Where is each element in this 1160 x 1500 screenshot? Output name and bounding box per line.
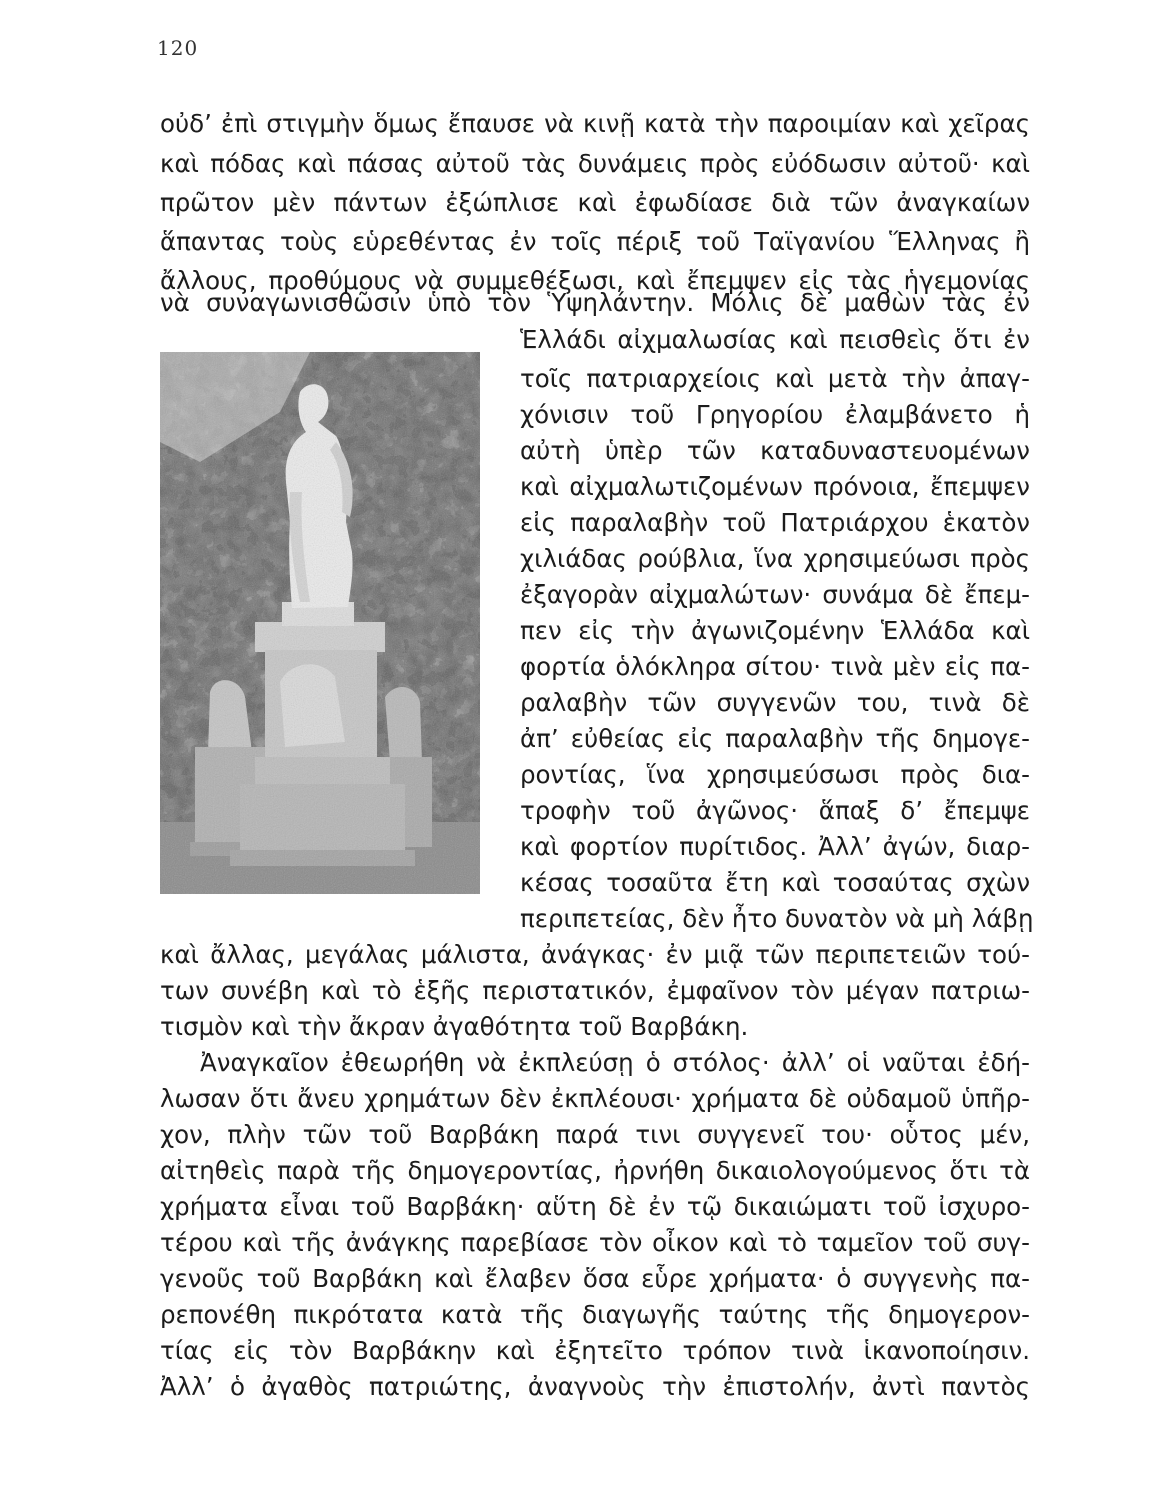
text-line: τίας εἰς τὸν Βαρβάκην καὶ ἐξητεῖτο τρόπον τινὰ ἱκανοποίησιν. xyxy=(160,1336,1030,1365)
text-line: ροντίας, ἵνα χρησιμεύσωσι πρὸς δια- xyxy=(520,760,1030,789)
text-line: φορτία ὁλόκληρα σίτου· τινὰ μὲν εἰς πα- xyxy=(520,652,1030,681)
text-line: λωσαν ὅτι ἄνευ χρημάτων δὲν ἐκπλέουσι· χρήματα δὲ οὐδαμοῦ ὑπῆρ- xyxy=(160,1084,1030,1113)
text-line: τέρου καὶ τῆς ἀνάγκης παρεβίασε τὸν οἶκον καὶ τὸ ταμεῖον τοῦ συγ- xyxy=(160,1228,1030,1257)
text-line: αἰτηθεὶς παρὰ τῆς δημογεροντίας, ἠρνήθη δικαιολογούμενος ὅτι τὰ xyxy=(160,1156,1030,1185)
text-line: Ἀλλ’ ὁ ἀγαθὸς πατριώτης, ἀναγνοὺς τὴν ἐπιστολήν, ἀντὶ παντὸς xyxy=(160,1372,1030,1401)
text-line: ραλαβὴν τῶν συγγενῶν του, τινὰ δὲ xyxy=(520,688,1030,717)
text-line: νὰ συναγωνισθῶσιν ὑπὸ τὸν Ὑψηλάντην. Μόλις δὲ μαθὼν τὰς ἐν xyxy=(160,288,1030,317)
text-line: τροφὴν τοῦ ἀγῶνος· ἅπαξ δ’ ἔπεμψε xyxy=(520,796,1030,825)
text-line: πεν εἰς τὴν ἀγωνιζομένην Ἑλλάδα καὶ xyxy=(520,616,1030,645)
text-line: καὶ πόδας καὶ πάσας αὐτοῦ τὰς δυνάμεις πρὸς εὐόδωσιν αὐτοῦ· καὶ xyxy=(160,149,1030,178)
text-line: κέσας τοσαῦτα ἔτη καὶ τοσαύτας σχὼν xyxy=(520,868,1030,897)
text-line: τοῖς πατριαρχείοις καὶ μετὰ τὴν ἀπαγ- xyxy=(520,364,1030,393)
text-line: περιπετείας, δὲν ἦτο δυνατὸν νὰ μὴ λάβῃ xyxy=(520,904,1034,933)
text-line: ἄλλους, προθύμους νὰ συμμεθέξωσι, καὶ ἔπεμψεν εἰς τὰς ἡγεμονίας xyxy=(160,266,1030,295)
text-line: αὐτὴ ὑπὲρ τῶν καταδυναστευομένων xyxy=(520,436,1030,465)
text-line: καὶ ἄλλας, μεγάλας μάλιστα, ἀνάγκας· ἐν μιᾷ τῶν περιπετειῶν τού- xyxy=(160,940,1030,969)
text-line: Ἀναγκαῖον ἐθεωρήθη νὰ ἐκπλεύσῃ ὁ στόλος· ἀλλ’ οἱ ναῦται ἐδή- xyxy=(200,1048,1030,1077)
statue-photo-svg xyxy=(160,352,480,894)
text-line: γενοῦς τοῦ Βαρβάκη καὶ ἔλαβεν ὅσα εὗρε χρήματα· ὁ συγγενὴς πα- xyxy=(160,1264,1030,1293)
text-line: πρῶτον μὲν πάντων ἐξώπλισε καὶ ἐφωδίασε διὰ τῶν ἀναγκαίων xyxy=(160,188,1030,217)
statue-photo xyxy=(160,352,480,894)
text-line: καὶ αἰχμαλωτιζομένων πρόνοια, ἔπεμψεν xyxy=(520,472,1030,501)
text-line: Ἑλλάδι αἰχμαλωσίας καὶ πεισθεὶς ὅτι ἐν xyxy=(520,325,1030,354)
text-line: ἐξαγορὰν αἰχμαλώτων· συνάμα δὲ ἔπεμ- xyxy=(520,580,1030,609)
page-number: 120 xyxy=(157,36,199,60)
text-line: χον, πλὴν τῶν τοῦ Βαρβάκη παρά τινι συγγενεῖ του· οὗτος μέν, xyxy=(160,1120,1030,1149)
text-line: ἅπαντας τοὺς εὑρεθέντας ἐν τοῖς πέριξ τοῦ Ταϊγανίου Ἕλληνας ἢ xyxy=(160,227,1030,256)
text-line: χιλιάδας ρούβλια, ἵνα χρησιμεύωσι πρὸς xyxy=(520,544,1030,573)
text-line: χρήματα εἶναι τοῦ Βαρβάκη· αὕτη δὲ ἐν τῷ δικαιώματι τοῦ ἰσχυρο- xyxy=(160,1192,1030,1221)
text-line: καὶ φορτίον πυρίτιδος. Ἀλλ’ ἀγών, διαρ- xyxy=(520,832,1030,861)
text-line: χόνισιν τοῦ Γρηγορίου ἐλαμβάνετο ἡ xyxy=(520,400,1030,429)
text-line: ρεπονέθη πικρότατα κατὰ τῆς διαγωγῆς ταύτης τῆς δημογερον- xyxy=(160,1300,1030,1329)
text-line: ἀπ’ εὐθείας εἰς παραλαβὴν τῆς δημογε- xyxy=(520,724,1030,753)
text-line: εἰς παραλαβὴν τοῦ Πατριάρχου ἑκατὸν xyxy=(520,508,1030,537)
text-line: τισμὸν καὶ τὴν ἄκραν ἀγαθότητα τοῦ Βαρβάκη. xyxy=(160,1012,749,1041)
text-line: οὐδ’ ἐπὶ στιγμὴν ὅμως ἔπαυσε νὰ κινῇ κατὰ τὴν παροιμίαν καὶ χεῖρας xyxy=(160,109,1030,138)
text-line: των συνέβη καὶ τὸ ἑξῆς περιστατικόν, ἐμφαῖνον τὸν μέγαν πατριω- xyxy=(160,976,1030,1005)
